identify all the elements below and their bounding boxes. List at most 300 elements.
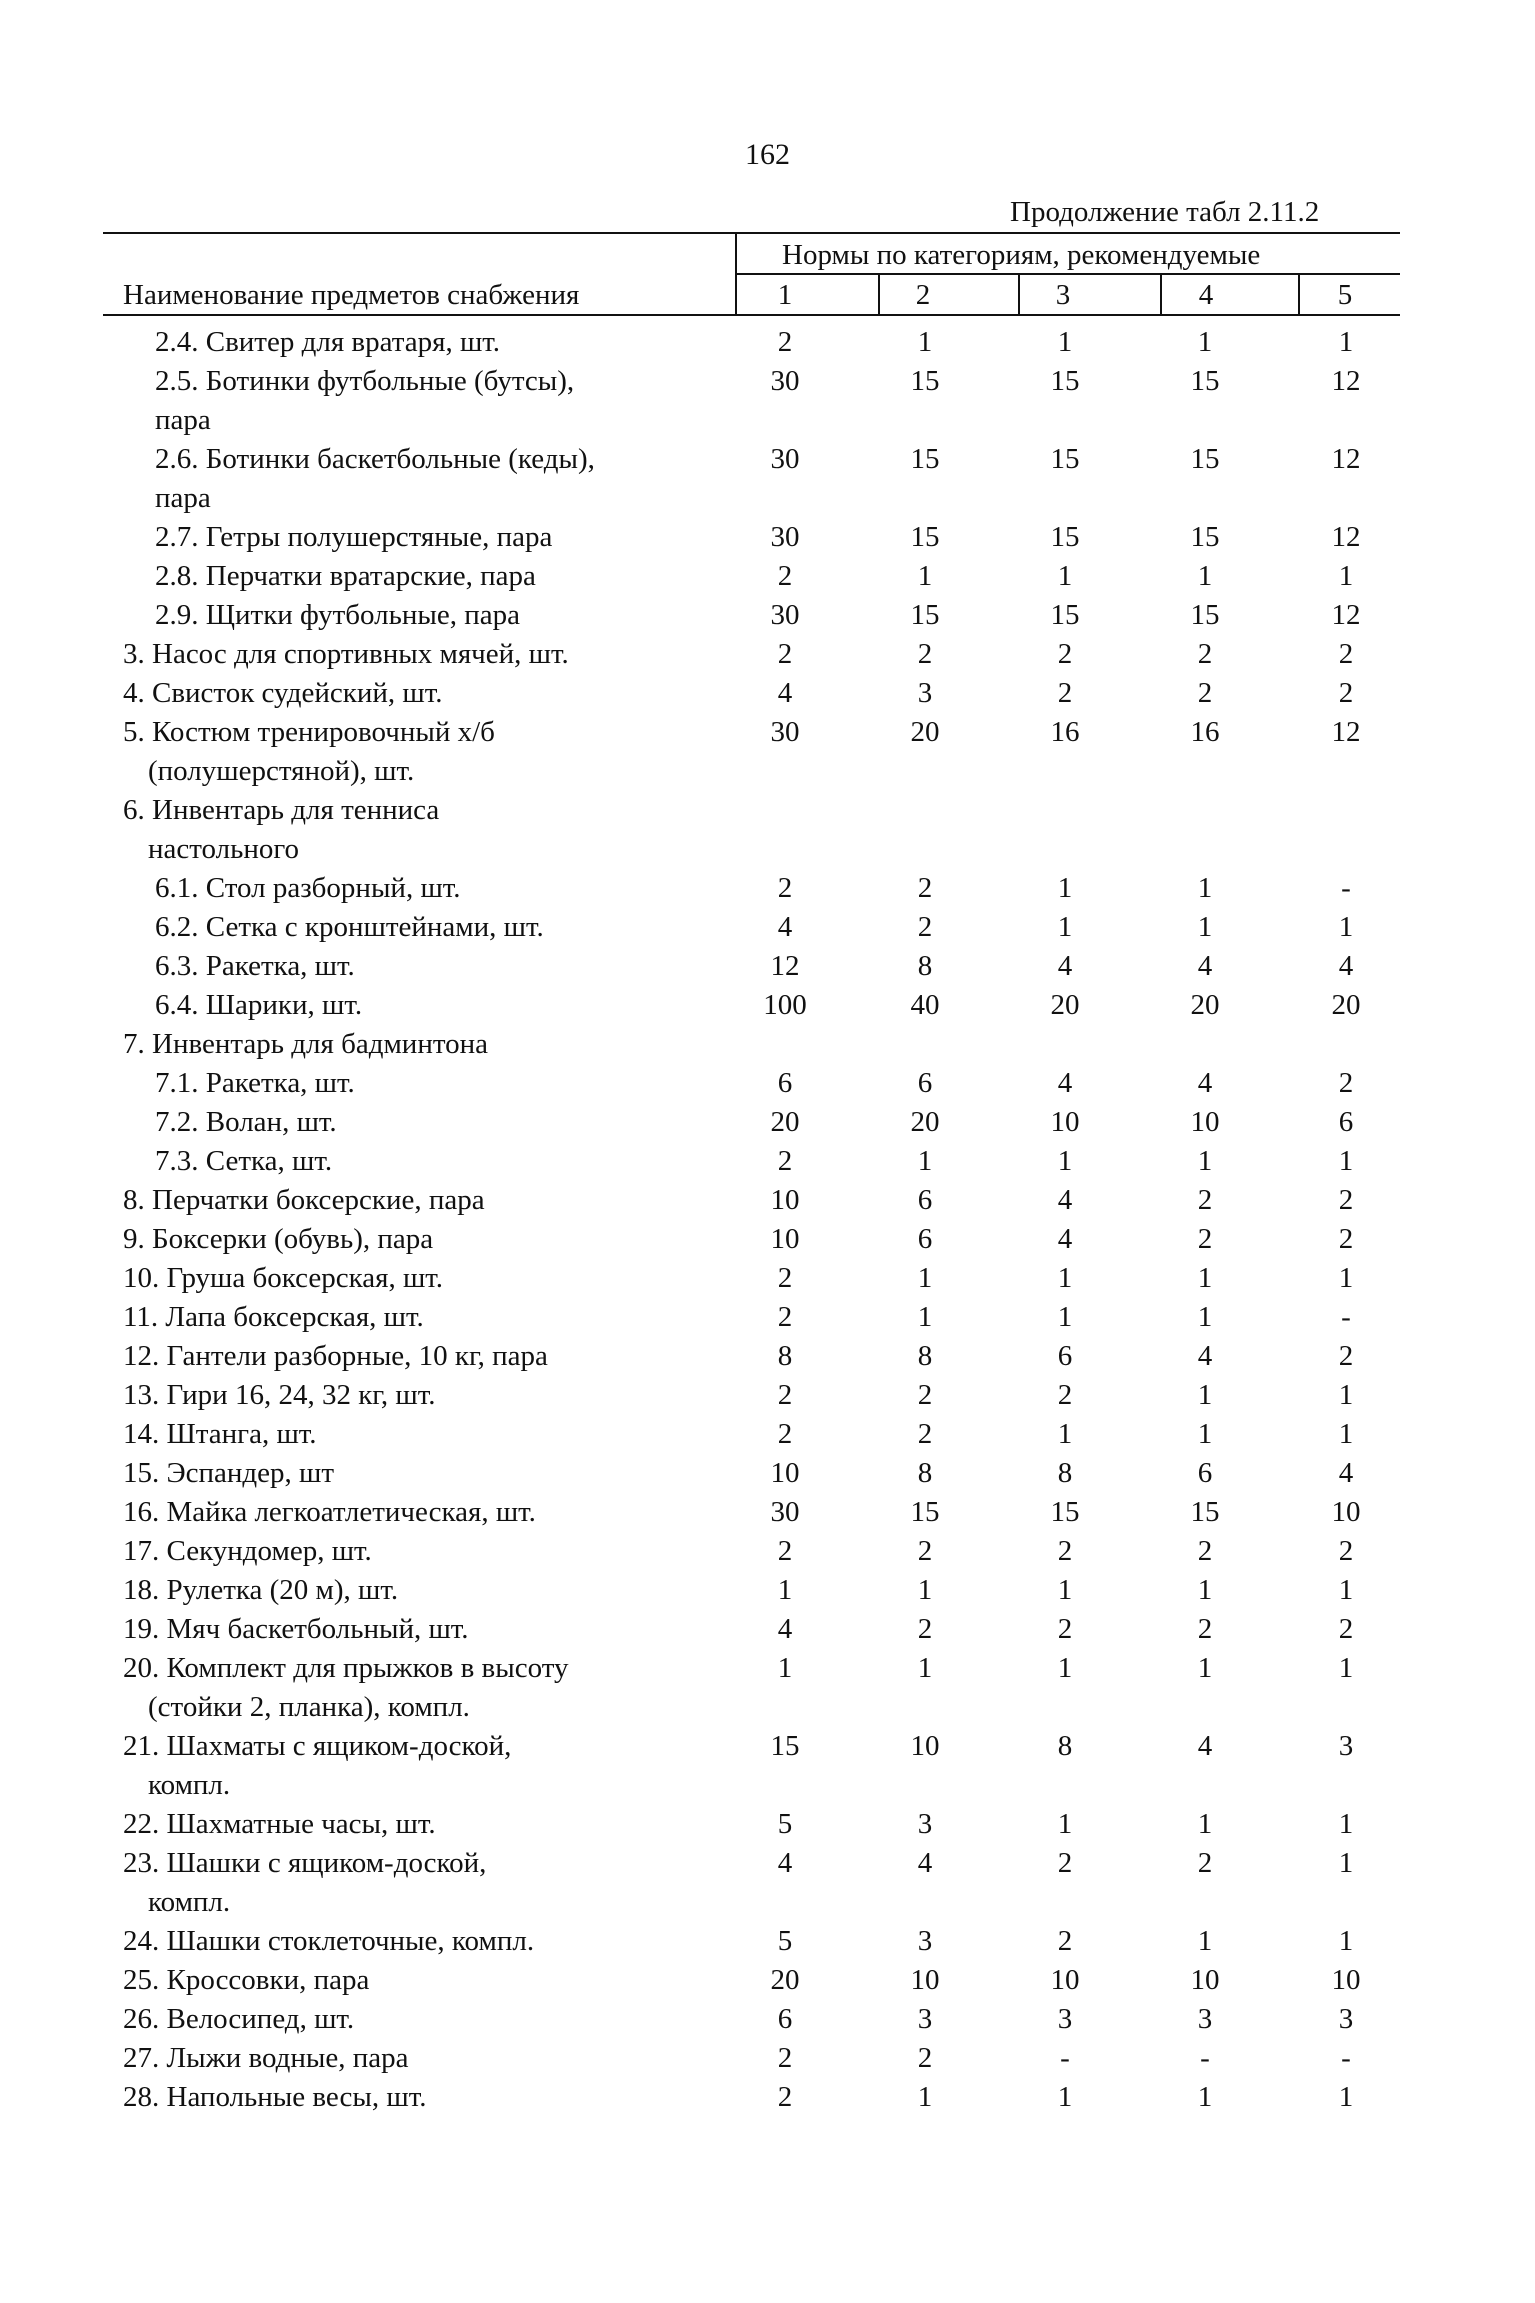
category-value: 2 bbox=[1197, 1184, 1213, 1216]
item-name-line: 27. Лыжи водные, пара bbox=[123, 2042, 409, 2074]
category-value: 5 bbox=[777, 1925, 793, 1957]
item-name-line: 3. Насос для спортивных мячей, шт. bbox=[123, 638, 569, 670]
category-value: 15 bbox=[1190, 521, 1220, 553]
category-value: 1 bbox=[1197, 1418, 1213, 1450]
category-value: 4 bbox=[777, 677, 793, 709]
table-row bbox=[0, 1103, 1535, 1142]
item-name bbox=[123, 2078, 426, 2117]
item-name bbox=[123, 2039, 409, 2078]
item-name bbox=[155, 1142, 332, 1181]
item-name-line: 2.6. Ботинки баскетбольные (кеды), bbox=[155, 443, 595, 475]
item-name bbox=[155, 947, 355, 986]
table-row bbox=[0, 518, 1535, 557]
category-value: 2 bbox=[1338, 677, 1354, 709]
item-name-line: 7.1. Ракетка, шт. bbox=[155, 1067, 355, 1099]
table-row bbox=[0, 440, 1535, 518]
category-value: 1 bbox=[1338, 326, 1354, 358]
category-value: 2 bbox=[1057, 677, 1073, 709]
category-value: 1 bbox=[917, 560, 933, 592]
category-value: 10 bbox=[1050, 1106, 1080, 1138]
item-name bbox=[123, 1337, 548, 1376]
item-name-line: настольного bbox=[148, 833, 300, 865]
item-name bbox=[155, 557, 536, 596]
category-value: 30 bbox=[770, 365, 800, 397]
table-top-rule bbox=[103, 232, 1400, 234]
table-body bbox=[0, 323, 1535, 2117]
category-value: 30 bbox=[770, 1496, 800, 1528]
category-value: 1 bbox=[1338, 1847, 1354, 1879]
item-name-line: 6.3. Ракетка, шт. bbox=[155, 950, 355, 982]
category-value: 2 bbox=[1197, 638, 1213, 670]
table-row bbox=[0, 596, 1535, 635]
category-value: 15 bbox=[910, 365, 940, 397]
header-vertical-rule bbox=[878, 273, 880, 316]
item-name-line: 16. Майка легкоатлетическая, шт. bbox=[123, 1496, 536, 1528]
table-row bbox=[0, 986, 1535, 1025]
header-bottom-rule bbox=[103, 314, 1400, 316]
category-value: 12 bbox=[1331, 521, 1361, 553]
category-value: 1 bbox=[1057, 1574, 1073, 1606]
category-value: 100 bbox=[763, 989, 807, 1021]
table-row bbox=[0, 713, 1535, 791]
category-value: 1 bbox=[1338, 2081, 1354, 2113]
item-name bbox=[123, 1181, 485, 1220]
table-row bbox=[0, 1649, 1535, 1727]
item-name bbox=[123, 1649, 569, 1727]
category-value: 15 bbox=[1050, 443, 1080, 475]
category-value: 4 bbox=[1197, 1730, 1213, 1762]
category-value: 2 bbox=[777, 1145, 793, 1177]
category-value: - bbox=[1200, 2042, 1210, 2074]
category-value: 2 bbox=[777, 1301, 793, 1333]
category-value: 2 bbox=[1057, 1379, 1073, 1411]
category-header: 4 bbox=[1198, 279, 1214, 311]
category-value: 2 bbox=[1197, 677, 1213, 709]
category-value: 2 bbox=[1057, 1613, 1073, 1645]
category-value: 1 bbox=[1338, 1574, 1354, 1606]
category-value: 1 bbox=[1197, 1301, 1213, 1333]
table-row bbox=[0, 1532, 1535, 1571]
category-value: 1 bbox=[1338, 1925, 1354, 1957]
table-row bbox=[0, 2078, 1535, 2117]
item-name bbox=[155, 596, 520, 635]
category-value: 4 bbox=[1057, 1223, 1073, 1255]
category-value: 2 bbox=[917, 2042, 933, 2074]
table-row bbox=[0, 1961, 1535, 2000]
item-name bbox=[123, 713, 495, 791]
category-value: 4 bbox=[1338, 1457, 1354, 1489]
item-name-line: 25. Кроссовки, пара bbox=[123, 1964, 370, 1996]
item-name bbox=[123, 791, 439, 869]
item-name-line: компл. bbox=[148, 1886, 231, 1918]
item-name bbox=[123, 1844, 486, 1922]
category-value: 1 bbox=[917, 1145, 933, 1177]
item-name-line: 6.4. Шарики, шт. bbox=[155, 989, 363, 1021]
category-value: 2 bbox=[917, 1379, 933, 1411]
category-value: - bbox=[1341, 2042, 1351, 2074]
item-name-line: 21. Шахматы с ящиком-доской, bbox=[123, 1730, 512, 1762]
item-name-line: 12. Гантели разборные, 10 кг, пара bbox=[123, 1340, 548, 1372]
category-value: 4 bbox=[777, 1847, 793, 1879]
item-name bbox=[123, 1532, 372, 1571]
header-vertical-rule bbox=[735, 232, 737, 316]
norms-header-rule bbox=[735, 273, 1400, 275]
item-name bbox=[123, 1805, 436, 1844]
item-name-line: 7.2. Волан, шт. bbox=[155, 1106, 337, 1138]
category-value: 3 bbox=[917, 1808, 933, 1840]
item-name bbox=[155, 986, 362, 1025]
category-value: 2 bbox=[777, 1262, 793, 1294]
item-name-line: пара bbox=[155, 404, 211, 436]
category-value: 2 bbox=[777, 872, 793, 904]
item-name-line: 2.8. Перчатки вратарские, пара bbox=[155, 560, 536, 592]
category-value: 12 bbox=[1331, 716, 1361, 748]
table-row bbox=[0, 908, 1535, 947]
category-value: 2 bbox=[1057, 1535, 1073, 1567]
category-value: 1 bbox=[777, 1574, 793, 1606]
category-value: 2 bbox=[1338, 1613, 1354, 1645]
category-value: 15 bbox=[910, 1496, 940, 1528]
header-item-name: Наименование предметов снабжения bbox=[123, 279, 580, 311]
category-value: 2 bbox=[917, 1535, 933, 1567]
category-value: 1 bbox=[1338, 1418, 1354, 1450]
table-row bbox=[0, 1922, 1535, 1961]
category-value: 1 bbox=[917, 1574, 933, 1606]
category-value: 40 bbox=[910, 989, 940, 1021]
item-name bbox=[123, 1376, 436, 1415]
table-row bbox=[0, 362, 1535, 440]
category-value: 4 bbox=[1197, 1067, 1213, 1099]
category-value: 15 bbox=[1050, 365, 1080, 397]
item-name-line: 2.5. Ботинки футбольные (бутсы), bbox=[155, 365, 575, 397]
category-value: 15 bbox=[1190, 1496, 1220, 1528]
category-value: 2 bbox=[1197, 1535, 1213, 1567]
item-name bbox=[155, 869, 461, 908]
table-row bbox=[0, 674, 1535, 713]
item-name-line: 26. Велосипед, шт. bbox=[123, 2003, 355, 2035]
category-value: 2 bbox=[777, 1379, 793, 1411]
item-name-line: 10. Груша боксерская, шт. bbox=[123, 1262, 444, 1294]
category-value: 1 bbox=[1338, 911, 1354, 943]
category-value: 6 bbox=[1057, 1340, 1073, 1372]
table-row bbox=[0, 1727, 1535, 1805]
item-name-line: 13. Гири 16, 24, 32 кг, шт. bbox=[123, 1379, 436, 1411]
category-value: 2 bbox=[777, 2081, 793, 2113]
category-value: 1 bbox=[1338, 1262, 1354, 1294]
item-name-line: пара bbox=[155, 482, 211, 514]
category-value: 15 bbox=[910, 443, 940, 475]
category-value: 1 bbox=[1197, 1925, 1213, 1957]
item-name bbox=[123, 635, 569, 674]
category-value: 2 bbox=[1338, 1067, 1354, 1099]
item-name-line: 14. Штанга, шт. bbox=[123, 1418, 317, 1450]
category-value: 15 bbox=[910, 599, 940, 631]
header-vertical-rule bbox=[1160, 273, 1162, 316]
table-row bbox=[0, 1493, 1535, 1532]
item-name bbox=[123, 1493, 536, 1532]
item-name-line: 24. Шашки стоклеточные, компл. bbox=[123, 1925, 535, 1957]
item-name-line: 6.2. Сетка с кронштейнами, шт. bbox=[155, 911, 544, 943]
category-value: 2 bbox=[1338, 638, 1354, 670]
category-value: 4 bbox=[1057, 1184, 1073, 1216]
category-value: 2 bbox=[1338, 1223, 1354, 1255]
item-name bbox=[123, 1415, 317, 1454]
item-name bbox=[123, 1220, 433, 1259]
category-value: 2 bbox=[777, 326, 793, 358]
item-name bbox=[155, 908, 544, 947]
item-name-line: 23. Шашки с ящиком-доской, bbox=[123, 1847, 487, 1879]
category-value: 1 bbox=[777, 1652, 793, 1684]
item-name bbox=[155, 518, 552, 557]
category-value: 1 bbox=[1197, 560, 1213, 592]
item-name bbox=[155, 1103, 337, 1142]
category-value: 4 bbox=[1197, 950, 1213, 982]
item-name-line: 19. Мяч баскетбольный, шт. bbox=[123, 1613, 469, 1645]
category-value: 1 bbox=[917, 1652, 933, 1684]
category-header: 3 bbox=[1055, 279, 1071, 311]
table-row bbox=[0, 1571, 1535, 1610]
category-value: 4 bbox=[917, 1847, 933, 1879]
category-value: 20 bbox=[770, 1106, 800, 1138]
category-value: 1 bbox=[1197, 872, 1213, 904]
category-value: 3 bbox=[1338, 2003, 1354, 2035]
category-value: 2 bbox=[777, 1418, 793, 1450]
category-value: 6 bbox=[917, 1067, 933, 1099]
table-row bbox=[0, 323, 1535, 362]
category-value: 3 bbox=[917, 677, 933, 709]
category-value: 30 bbox=[770, 716, 800, 748]
category-value: 15 bbox=[770, 1730, 800, 1762]
category-value: 6 bbox=[777, 2003, 793, 2035]
table-row bbox=[0, 1064, 1535, 1103]
table-row bbox=[0, 947, 1535, 986]
category-value: 1 bbox=[1338, 1808, 1354, 1840]
category-value: 15 bbox=[1050, 599, 1080, 631]
category-value: 16 bbox=[1190, 716, 1220, 748]
category-header: 1 bbox=[777, 279, 793, 311]
category-value: 1 bbox=[1197, 2081, 1213, 2113]
category-value: 1 bbox=[1057, 1652, 1073, 1684]
category-header: 5 bbox=[1337, 279, 1353, 311]
category-value: 10 bbox=[770, 1184, 800, 1216]
table-row bbox=[0, 869, 1535, 908]
category-value: 2 bbox=[777, 560, 793, 592]
category-value: 20 bbox=[910, 1106, 940, 1138]
item-name-line: 11. Лапа боксерская, шт. bbox=[123, 1301, 424, 1333]
category-value: 6 bbox=[1338, 1106, 1354, 1138]
category-value: 2 bbox=[777, 2042, 793, 2074]
category-value: 4 bbox=[1338, 950, 1354, 982]
category-value: 12 bbox=[770, 950, 800, 982]
page-number: 162 bbox=[745, 138, 790, 171]
category-value: 20 bbox=[1190, 989, 1220, 1021]
category-value: 2 bbox=[917, 872, 933, 904]
category-value: 1 bbox=[1197, 1262, 1213, 1294]
table-row bbox=[0, 1454, 1535, 1493]
item-name bbox=[123, 1571, 398, 1610]
category-value: 1 bbox=[917, 326, 933, 358]
category-value: 15 bbox=[1050, 521, 1080, 553]
item-name-line: компл. bbox=[148, 1769, 231, 1801]
category-value: 2 bbox=[917, 911, 933, 943]
table-row bbox=[0, 1376, 1535, 1415]
item-name-line: 20. Комплект для прыжков в высоту bbox=[123, 1652, 569, 1684]
category-value: 30 bbox=[770, 599, 800, 631]
category-value: 1 bbox=[1197, 1574, 1213, 1606]
category-value: 10 bbox=[1190, 1964, 1220, 1996]
table-row bbox=[0, 557, 1535, 596]
category-value: 1 bbox=[1197, 1808, 1213, 1840]
item-name-line: 18. Рулетка (20 м), шт. bbox=[123, 1574, 399, 1606]
table-row bbox=[0, 1610, 1535, 1649]
category-value: 8 bbox=[1057, 1457, 1073, 1489]
item-name-line: 7. Инвентарь для бадминтона bbox=[123, 1028, 489, 1060]
category-value: 2 bbox=[1338, 1184, 1354, 1216]
table-row bbox=[0, 2039, 1535, 2078]
table-row bbox=[0, 1415, 1535, 1454]
category-value: 20 bbox=[1050, 989, 1080, 1021]
category-value: 4 bbox=[777, 911, 793, 943]
item-name bbox=[123, 1259, 443, 1298]
category-value: 30 bbox=[770, 443, 800, 475]
category-value: 1 bbox=[1057, 560, 1073, 592]
item-name-line: (стойки 2, планка), компл. bbox=[148, 1691, 470, 1723]
category-value: 5 bbox=[777, 1808, 793, 1840]
category-value: 10 bbox=[910, 1730, 940, 1762]
item-name-line: 6.1. Стол разборный, шт. bbox=[155, 872, 461, 904]
category-value: 6 bbox=[777, 1067, 793, 1099]
category-value: 10 bbox=[1331, 1964, 1361, 1996]
category-value: 2 bbox=[917, 638, 933, 670]
category-value: 1 bbox=[917, 1262, 933, 1294]
category-value: 4 bbox=[777, 1613, 793, 1645]
category-value: 1 bbox=[1338, 1379, 1354, 1411]
category-value: 10 bbox=[1050, 1964, 1080, 1996]
item-name bbox=[155, 362, 574, 440]
item-name-line: 2.4. Свитер для вратаря, шт. bbox=[155, 326, 501, 358]
category-value: 20 bbox=[910, 716, 940, 748]
category-value: 15 bbox=[1190, 443, 1220, 475]
header-vertical-rule bbox=[1018, 273, 1020, 316]
item-name bbox=[123, 2000, 354, 2039]
item-name-line: 9. Боксерки (обувь), пара bbox=[123, 1223, 434, 1255]
category-value: - bbox=[1341, 1301, 1351, 1333]
header-norms: Нормы по категориям, рекомендуемые bbox=[782, 239, 1261, 271]
category-value: 1 bbox=[1197, 1652, 1213, 1684]
item-name bbox=[123, 1961, 369, 2000]
table-row bbox=[0, 1805, 1535, 1844]
header-vertical-rule bbox=[1298, 273, 1300, 316]
item-name bbox=[123, 1922, 534, 1961]
category-value: 1 bbox=[1338, 560, 1354, 592]
category-value: 8 bbox=[1057, 1730, 1073, 1762]
category-value: 10 bbox=[1190, 1106, 1220, 1138]
category-value: 1 bbox=[1057, 2081, 1073, 2113]
category-value: 8 bbox=[917, 1457, 933, 1489]
category-value: 10 bbox=[770, 1223, 800, 1255]
item-name-line: 5. Костюм тренировочный х/б bbox=[123, 716, 495, 748]
category-value: 1 bbox=[917, 2081, 933, 2113]
category-value: 2 bbox=[917, 1613, 933, 1645]
category-value: - bbox=[1060, 2042, 1070, 2074]
category-value: 6 bbox=[917, 1223, 933, 1255]
category-value: 1 bbox=[1057, 1145, 1073, 1177]
item-name-line: 2.9. Щитки футбольные, пара bbox=[155, 599, 521, 631]
item-name bbox=[123, 674, 442, 713]
category-value: 1 bbox=[1057, 1262, 1073, 1294]
category-value: 2 bbox=[1057, 1847, 1073, 1879]
category-value: 15 bbox=[1190, 365, 1220, 397]
item-name-line: 28. Напольные весы, шт. bbox=[123, 2081, 427, 2113]
category-value: 1 bbox=[1197, 326, 1213, 358]
category-value: 1 bbox=[1197, 911, 1213, 943]
table-row bbox=[0, 1259, 1535, 1298]
category-value: 1 bbox=[1057, 326, 1073, 358]
category-value: 20 bbox=[770, 1964, 800, 1996]
item-name bbox=[155, 1064, 355, 1103]
category-value: 16 bbox=[1050, 716, 1080, 748]
category-value: 2 bbox=[1197, 1847, 1213, 1879]
category-value: 4 bbox=[1057, 950, 1073, 982]
category-value: 1 bbox=[1057, 1418, 1073, 1450]
category-value: 1 bbox=[917, 1301, 933, 1333]
category-value: 4 bbox=[1057, 1067, 1073, 1099]
category-value: 1 bbox=[1057, 1301, 1073, 1333]
category-value: 6 bbox=[917, 1184, 933, 1216]
item-name-line: 6. Инвентарь для тенниса bbox=[123, 794, 440, 826]
table-row bbox=[0, 635, 1535, 674]
category-value: 1 bbox=[1057, 1808, 1073, 1840]
item-name bbox=[123, 1025, 488, 1064]
category-value: 1 bbox=[1338, 1145, 1354, 1177]
item-name-line: 7.3. Сетка, шт. bbox=[155, 1145, 333, 1177]
category-value: 12 bbox=[1331, 599, 1361, 631]
category-value: 15 bbox=[1050, 1496, 1080, 1528]
category-header: 2 bbox=[915, 279, 931, 311]
category-value: 2 bbox=[1057, 1925, 1073, 1957]
category-value: 12 bbox=[1331, 443, 1361, 475]
category-value: 3 bbox=[917, 1925, 933, 1957]
category-value: 15 bbox=[910, 521, 940, 553]
category-value: 8 bbox=[917, 950, 933, 982]
table-row bbox=[0, 1181, 1535, 1220]
category-value: 2 bbox=[1338, 1535, 1354, 1567]
category-value: 12 bbox=[1331, 365, 1361, 397]
table-row bbox=[0, 1142, 1535, 1181]
item-name-line: 22. Шахматные часы, шт. bbox=[123, 1808, 436, 1840]
category-value: 2 bbox=[1057, 638, 1073, 670]
category-value: 2 bbox=[917, 1418, 933, 1450]
category-value: 2 bbox=[777, 638, 793, 670]
item-name-line: (полушерстяной), шт. bbox=[148, 755, 415, 787]
category-value: 10 bbox=[770, 1457, 800, 1489]
category-value: 4 bbox=[1197, 1340, 1213, 1372]
table-row bbox=[0, 1298, 1535, 1337]
category-value: 1 bbox=[1338, 1652, 1354, 1684]
table-row bbox=[0, 1220, 1535, 1259]
item-name-line: 4. Свисток судейский, шт. bbox=[123, 677, 443, 709]
category-value: 3 bbox=[1057, 2003, 1073, 2035]
category-value: 3 bbox=[1197, 2003, 1213, 2035]
category-value: 2 bbox=[1197, 1613, 1213, 1645]
item-name bbox=[155, 323, 500, 362]
category-value: 30 bbox=[770, 521, 800, 553]
category-value: 10 bbox=[910, 1964, 940, 1996]
table-row bbox=[0, 1337, 1535, 1376]
category-value: 1 bbox=[1197, 1145, 1213, 1177]
item-name-line: 15. Эспандер, шт bbox=[123, 1457, 335, 1489]
category-value: 6 bbox=[1197, 1457, 1213, 1489]
